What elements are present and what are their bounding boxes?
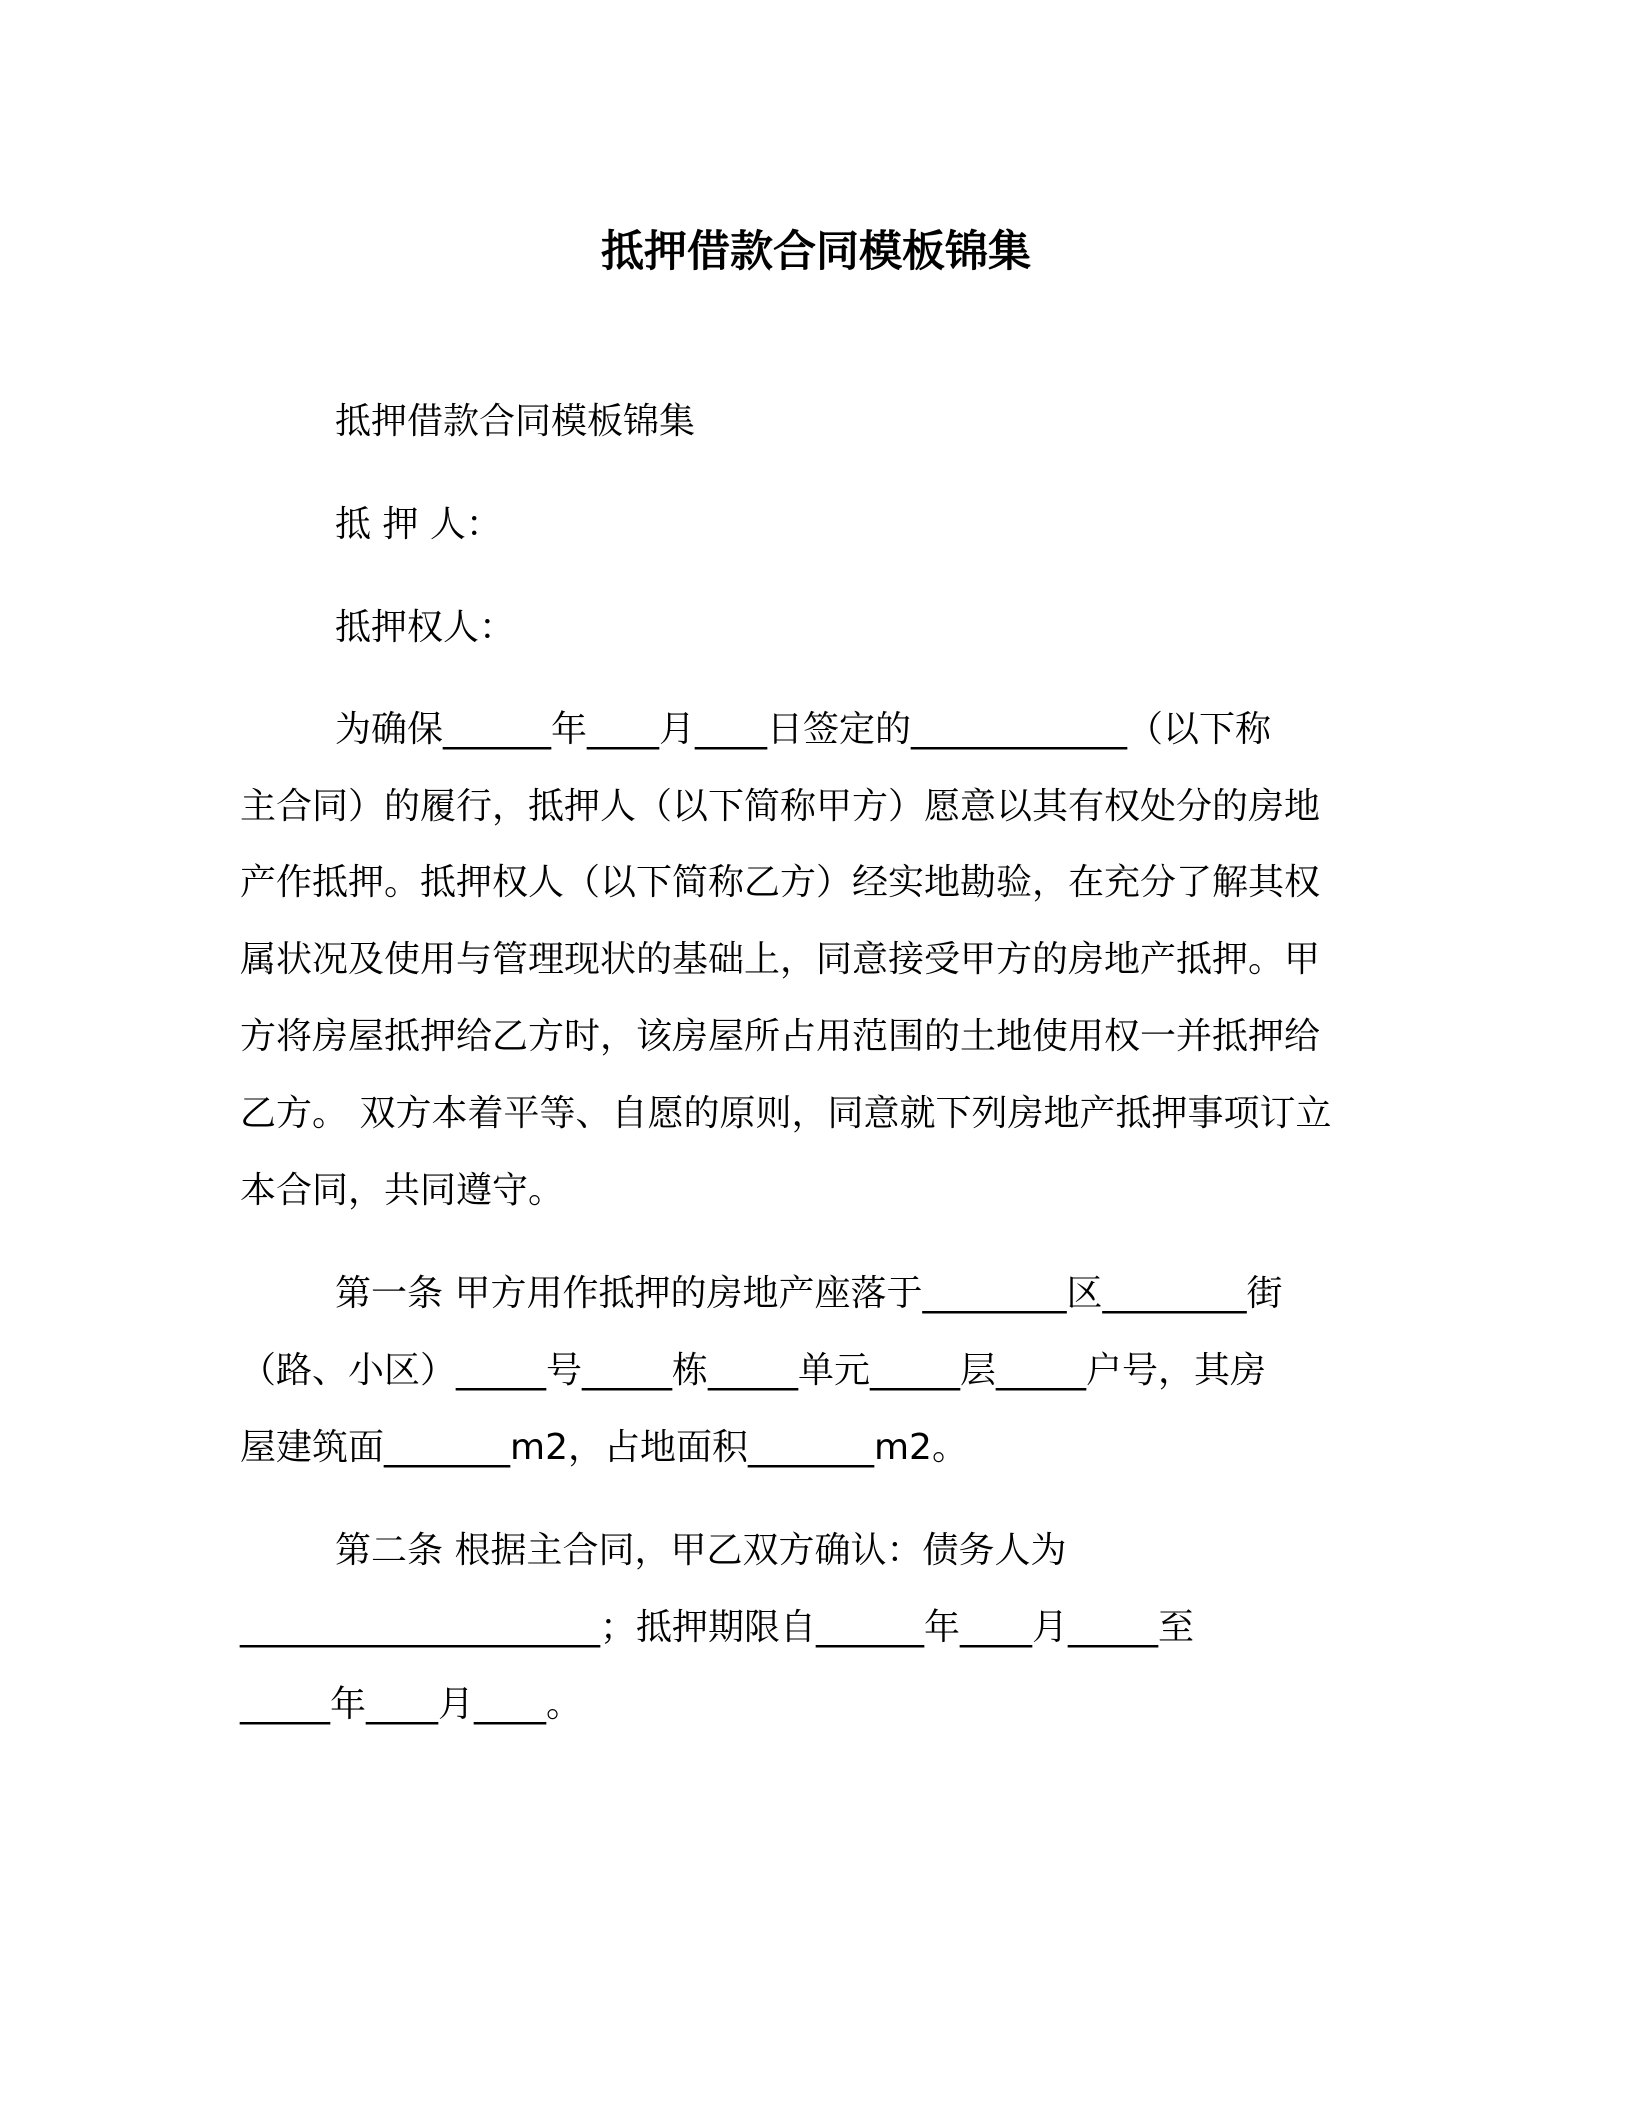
preamble-line: 主合同）的履行，抵押人（以下简称甲方）愿意以其有权处分的房地 [240,786,1321,827]
preamble-line: 方将房屋抵押给乙方时，该房屋所占用范围的土地使用权一并抵押给 [240,1016,1321,1057]
article-two-line: _____年____月____。 [240,1684,582,1725]
preamble-line: 属状况及使用与管理现状的基础上，同意接受甲方的房地产抵押。甲 [240,939,1321,980]
mortgagee-label: 抵押权人： [335,607,516,648]
mortgagor-label: 抵 押 人： [335,504,502,545]
preamble-line: 为确保______年____月____日签定的____________（以下称 [335,709,1272,750]
article-one-line: 第一条 甲方用作抵押的房地产座落于________区________街 [335,1273,1283,1314]
preamble-line: 本合同，共同遵守。 [240,1170,565,1211]
article-one-line: 屋建筑面_______m2，占地面积_______m2。 [240,1427,968,1468]
article-one-line: （路、小区）_____号_____栋_____单元_____层_____户号，其房 [240,1350,1267,1391]
document-title: 抵押借款合同模板锦集 [601,227,1031,277]
preamble-line: 乙方。 双方本着平等、自愿的原则，同意就下列房地产抵押事项订立 [240,1093,1332,1134]
article-two-line: 第二条 根据主合同，甲乙双方确认：债务人为 [335,1530,1067,1571]
preamble-line: 产作抵押。抵押权人（以下简称乙方）经实地勘验，在充分了解其权 [240,862,1321,903]
document-subtitle: 抵押借款合同模板锦集 [335,401,696,442]
article-two-line: ____________________；抵押期限自______年____月_____至 [240,1607,1195,1648]
